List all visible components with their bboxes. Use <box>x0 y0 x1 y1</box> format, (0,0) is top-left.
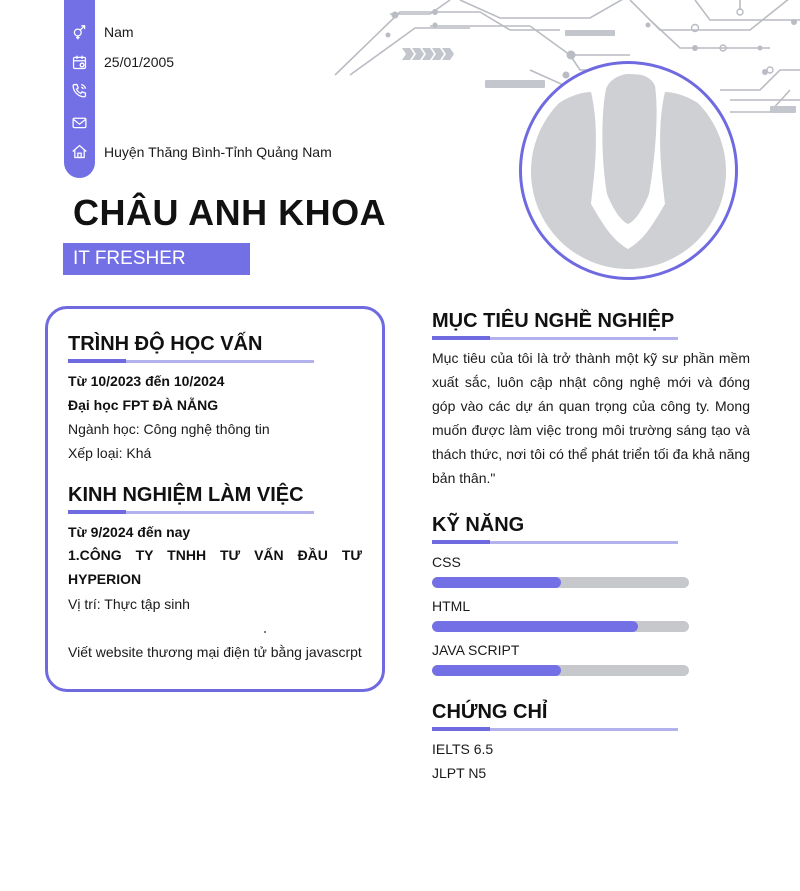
education-period: Từ 10/2023 đến 10/2024 <box>68 373 225 389</box>
experience-period: Từ 9/2024 đến nay <box>68 524 191 540</box>
objective-heading: MỤC TIÊU NGHỀ NGHIỆP <box>432 310 675 332</box>
skill-label: CSS <box>432 554 461 570</box>
certificate-item: JLPT N5 <box>432 765 487 781</box>
home-icon <box>69 141 89 161</box>
stray-dot <box>264 631 266 633</box>
skill-bar-track <box>432 665 689 676</box>
objective-heading-underline <box>432 337 678 340</box>
calendar-icon <box>69 52 89 72</box>
skill-label: JAVA SCRIPT <box>432 642 520 658</box>
education-grade: Xếp loại: Khá <box>68 445 152 461</box>
contact-gender: Nam <box>104 24 134 40</box>
experience-heading: KINH NGHIỆM LÀM VIỆC <box>68 484 304 506</box>
skill-bar-track <box>432 577 689 588</box>
contact-birthdate: 25/01/2005 <box>104 54 175 70</box>
education-major: Ngành học: Công nghệ thông tin <box>68 421 270 437</box>
experience-description: Viết website thương mại điện tử bằng javascrpt <box>68 644 362 660</box>
education-school: Đại học FPT ĐÀ NẴNG <box>68 397 219 413</box>
contact-address: Huyện Thăng Bình-Tỉnh Quảng Nam <box>104 144 332 160</box>
skill-bar-fill <box>432 577 561 588</box>
experience-heading-underline <box>68 511 314 514</box>
mail-icon <box>69 112 89 132</box>
certificates-heading-underline <box>432 728 678 731</box>
candidate-name: CHÂU ANH KHOA <box>73 192 387 233</box>
skills-heading: KỸ NĂNG <box>432 514 525 536</box>
job-title-banner: IT FRESHER <box>63 243 250 275</box>
certificates-heading: CHỨNG CHỈ <box>432 701 548 723</box>
skill-bar-fill <box>432 665 561 676</box>
profile-avatar <box>519 61 738 280</box>
certificate-item: IELTS 6.5 <box>432 741 494 757</box>
skill-bar-fill <box>432 621 638 632</box>
experience-position: Vị trí: Thực tập sinh <box>68 596 190 612</box>
experience-company: 1.CÔNG TY TNHH TƯ VẤN ĐẦU TƯ HYPERION <box>68 547 362 587</box>
gender-icon <box>69 22 89 42</box>
skill-label: HTML <box>432 598 471 614</box>
phone-icon <box>69 80 89 100</box>
person-silhouette-icon <box>531 74 726 269</box>
skill-bar-track <box>432 621 689 632</box>
education-heading-underline <box>68 360 314 363</box>
objective-text: Mục tiêu của tôi là trở thành một kỹ sư phần mềm xuất sắc, luôn cập nhật công nghệ mới và đóng góp vào các dự án quan trọng của công ty. Mong muốn được làm việc trong môi trường sáng tạo và thách thức, nơi tôi có thể phát triển tối đa khả năng bản thân." <box>432 350 750 486</box>
skills-heading-underline <box>432 541 678 544</box>
education-heading: TRÌNH ĐỘ HỌC VẤN <box>68 333 263 355</box>
